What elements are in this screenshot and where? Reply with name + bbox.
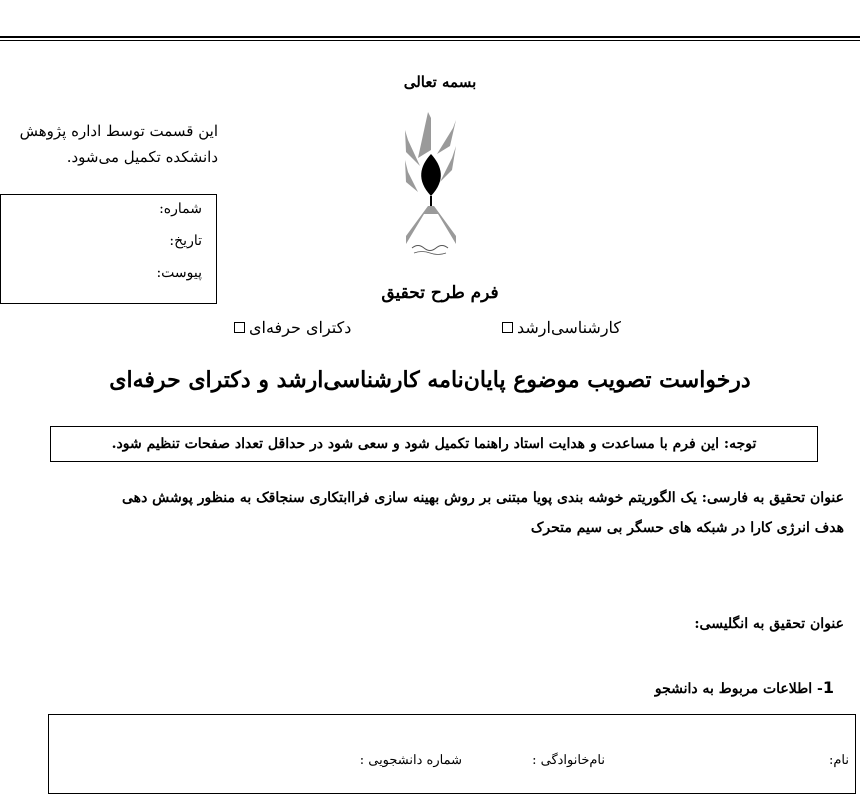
attachment-label: پیوست: [156,265,202,281]
office-box [0,194,217,304]
office-note-line1: این قسمت توسط اداره پژوهش [19,122,218,140]
date-label: تاریخ: [169,233,202,249]
office-note-line2: دانشکده تکمیل می‌شود. [66,148,218,166]
number-label: شماره: [159,201,202,217]
professional-doctorate-checkbox[interactable] [234,322,245,333]
name-field-label[interactable]: نام: [828,753,849,768]
basmala: بسمه تعالی [403,73,477,91]
header-rule-thin [0,40,860,41]
masters-label: کارشناسی‌ارشد [517,318,622,337]
main-title: درخواست تصویب موضوع پایان‌نامه کارشناسی‌ارشد و دکترای حرفه‌ای [109,367,751,393]
persian-title-line1: عنوان تحقیق به فارسی: یک الگوریتم خوشه بندی پویا مبتنی بر روش بهینه سازی فراابتکاری سنجاقک به منظور پوشش دهی [122,490,844,506]
notice-box: توجه: این فرم با مساعدت و هدایت استاد راهنما تکمیل شود و سعی شود در حداقل تعداد صفحات تنظیم شود. [50,426,818,462]
masters-checkbox[interactable] [502,322,513,333]
professional-doctorate-label: دکترای حرفه‌ای [249,318,352,337]
office-note [20,118,218,170]
persian-title-line2: هدف انرژی کارا در شبکه های حسگر بی سیم متحرک [530,520,844,536]
professional-doctorate-option[interactable] [234,318,351,337]
section-title: - اطلاعات مربوط به دانشجو [654,681,823,697]
persian-title [122,483,844,543]
masters-option[interactable] [502,318,621,337]
section-1-heading [655,678,834,697]
student-info-box [48,714,856,794]
section-number: 1 [822,678,834,697]
header-rule [0,36,860,38]
university-logo [404,110,458,256]
student-number-field-label[interactable]: شماره دانشجویی : [359,753,462,768]
english-title-label: عنوان تحقیق به انگلیسی: [694,616,844,632]
form-title: فرم طرح تحقیق [381,283,499,303]
family-name-field-label[interactable]: نام‌خانوادگی : [532,753,605,768]
